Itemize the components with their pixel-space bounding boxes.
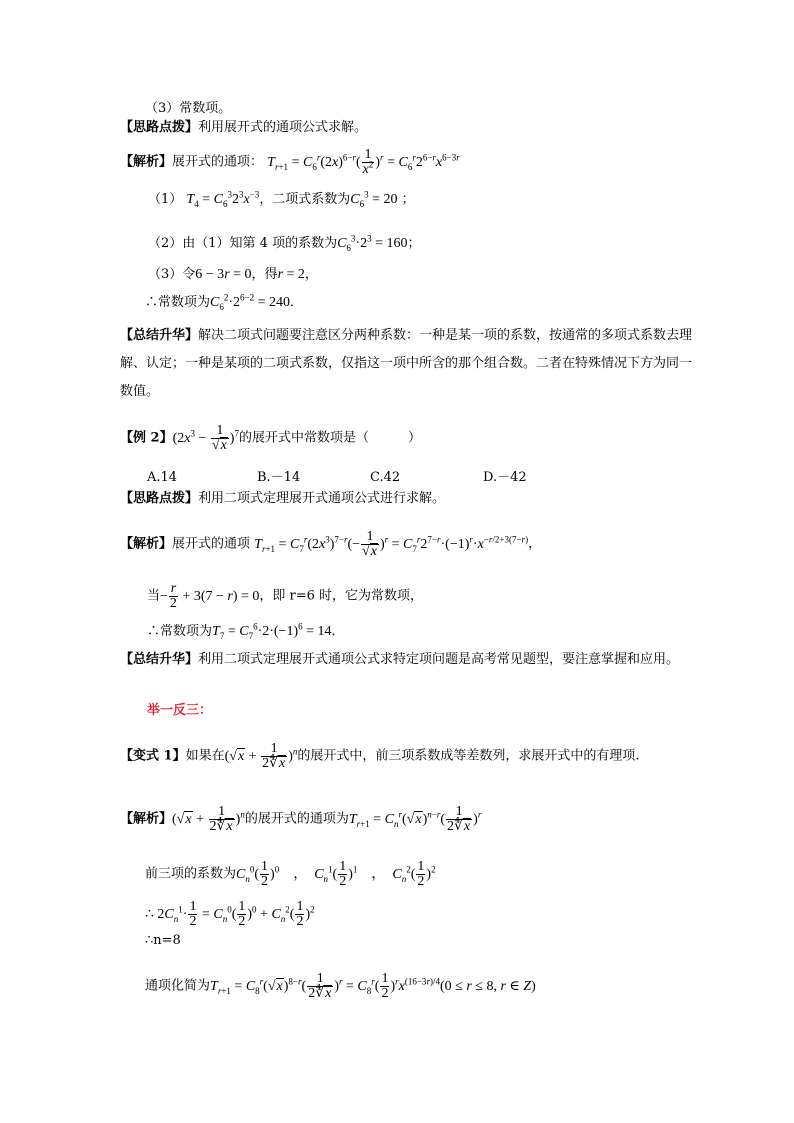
binomial-coef-formula: $C_6^3 = 20$	[350, 189, 398, 209]
hint-paragraph-2	[120, 490, 700, 508]
summary-tag: 【总结升华】	[120, 328, 199, 343]
solution-2-general-term: 【解析】展开式的通项 $T_{r+1} = C_7^r(2x^3)^{7-r}(-$ $\frac{1}{√x}$ )$^r = C_7^r2^{7-r}\cdot(-1)^r\cdot x^{-r/2+3(7-r)}$，	[120, 529, 542, 559]
item-3-mid: ，得	[251, 267, 278, 282]
example-2-question	[120, 424, 700, 453]
item-1-line: （1） $T_4 = C_6^32^3x^{-3}$，二项式系数为$C_6^3 = 20$ ；	[148, 189, 415, 209]
constant2-label: ∴常数项为	[147, 624, 213, 639]
variation-pre: 如果在	[185, 748, 225, 764]
arith-seq-formula: ∴ $2C_n^1\cdot$ $\frac{1}{2}$ = $C_n^0$( $\frac{1}{2}$ )$^0 + C_n^2$( $\frac{1}{2}$ )$^2$	[145, 899, 315, 929]
n-equals-8: ∴n=8	[145, 933, 181, 948]
general-term-formula-2: $T_{r+1} = C_7^r(2x^3)^{7-r}(-$ $\frac{1}{√x}$ )$^r = C_7^r2^{7-r}\cdot(-1)^r\cdot x^{-r/2+3(7-r)}$	[254, 529, 529, 559]
arith-seq-equation	[145, 900, 725, 929]
hint-text: 利用展开式的通项公式求解。	[198, 120, 368, 135]
variation-expression: (√x + $\frac{1}{2∜x}$ )$^n$	[224, 741, 298, 771]
solution-general-term	[120, 148, 700, 177]
when-tail: ，即 r=6 时，它为常数项，	[259, 588, 424, 604]
solution2-tag: 【解析】	[120, 536, 173, 552]
first3-formula: $C_n^0$( $\frac{1}{2}$ )$^0$ ， $C_n^1$( $\frac{1}{2}$ )$^1$ ， $C_n^2$( $\frac{1}{2}$ )$^2$	[236, 859, 436, 889]
hint2-text: 利用二项式定理展开式通项公式进行求解。	[198, 491, 446, 506]
hint-paragraph-1	[120, 119, 700, 137]
solution-text: 展开式的通项：	[172, 154, 264, 170]
example-tag: 【例 2】	[120, 430, 173, 446]
hint2-tag: 【思路点拨】	[120, 491, 199, 506]
choice-d[interactable]: D.－42	[483, 470, 527, 485]
constant-result-2: ∴常数项为$T_7 = C_7^6\cdot 2\cdot(-1)^6 = 14$．	[147, 621, 345, 641]
coef-formula: $C_6^3\cdot 2^3 = 160$	[337, 233, 408, 253]
constant2-formula: $T_7 = C_7^6\cdot 2\cdot(-1)^6 = 14$	[212, 621, 332, 641]
solution2-text: 展开式的通项	[172, 536, 251, 552]
constant-label: ∴常数项为	[145, 295, 211, 310]
summary-paragraph-2	[120, 648, 695, 672]
solution3-mid: 的展开式的通项为	[244, 811, 349, 827]
general-term-formula: $T_{r+1} = C_6^r(2x)^{6-r}$( $\frac{1}{x^2}$ )$^r = C_6^r2^{6-r}x^{6-3r}$	[267, 147, 460, 177]
summary-text: 解决二项式问题要注意区分两种系数：一种是某一项的系数，按通常的多项式系数去理解、认定；一种是某项的二项式系数，仅指这一项中所含的那个组合数。二者在特殊情况下方为同一数值。	[120, 328, 693, 399]
exponent-equation: − $\frac{r}{2}$ + 3(7 − r) = 0	[160, 581, 260, 611]
general-term-formula-3: $T_{r+1} = C_n^r(√x)^{n-r}$( $\frac{1}{2∜x}$ )$^r$	[348, 804, 482, 834]
practice-heading: 举一反三：	[147, 703, 213, 718]
item-3-constant-term: （3）常数项。	[145, 101, 232, 116]
r-value: r = 2	[277, 267, 305, 282]
choice-b[interactable]: B.－14	[257, 470, 301, 485]
simplify-label: 通项化简为	[145, 978, 211, 994]
item-1-tail: ，二项式系数为	[259, 192, 351, 207]
solution3-tag: 【解析】	[120, 811, 173, 827]
summary-paragraph-1	[120, 322, 695, 406]
item-2-label: （2）由（1）知第 4 项的系数为	[148, 236, 338, 251]
first3-label: 前三项的系数为	[145, 866, 237, 882]
summary2-tag: 【总结升华】	[120, 652, 199, 667]
simplified-general-term	[145, 972, 725, 1001]
constant-result-1: ∴常数项为$C_6^2\cdot 2^{6-2} = 240$．	[145, 292, 304, 312]
solution3-expression: (√x + $\frac{1}{2∜x}$ )$^n$	[172, 804, 245, 834]
solution-3-general-term	[120, 805, 700, 834]
example-expression: ($2x^3$ − $\frac{1}{√x}$ )$^7$	[172, 423, 239, 453]
variation-tail: 的展开式中，前三项系数成等差数列，求展开式中的有理项.	[297, 748, 640, 764]
example-tail: 的展开式中常数项是（ ）	[238, 430, 421, 446]
equation: 6 − 3r = 0	[195, 267, 252, 282]
variation-tag: 【变式 1】	[120, 748, 186, 764]
item-1-label: （1）	[148, 192, 183, 207]
choices-row	[147, 469, 727, 487]
solution-tag: 【解析】	[120, 154, 173, 170]
when-line	[147, 582, 727, 611]
choice-c[interactable]: C.42	[370, 470, 401, 485]
t4-formula: $T_4 = C_6^32^3x^{-3}$	[186, 189, 260, 209]
hint-tag: 【思路点拨】	[120, 120, 199, 135]
choice-a[interactable]: A.14	[147, 470, 178, 485]
when-label: 当	[147, 588, 161, 604]
item-2-line: （2）由（1）知第 4 项的系数为$C_6^3\cdot 2^3 = 160$；	[148, 233, 421, 253]
first-three-coefs	[145, 860, 725, 889]
variation-1-question	[120, 742, 700, 771]
constant-formula: $C_6^2\cdot 2^{6-2} = 240$	[210, 292, 291, 312]
item-3-label: （3）令	[148, 267, 196, 282]
item-3-line: （3）令6 − 3r = 0，得r = 2，	[148, 267, 318, 282]
simplified-formula: $T_{r+1} = C_8^r(√x)^{8-r}$( $\frac{1}{2∜x}$ )$^r = C_8^r$( $\frac{1}{2}$ )$^rx^{(16-3r)/4}(0 \le r \le 8$, r ∈ Z)	[210, 971, 536, 1001]
summary2-text: 利用二项式定理展开式通项公式求特定项问题是高考常见题型，要注意掌握和应用。	[198, 652, 680, 667]
